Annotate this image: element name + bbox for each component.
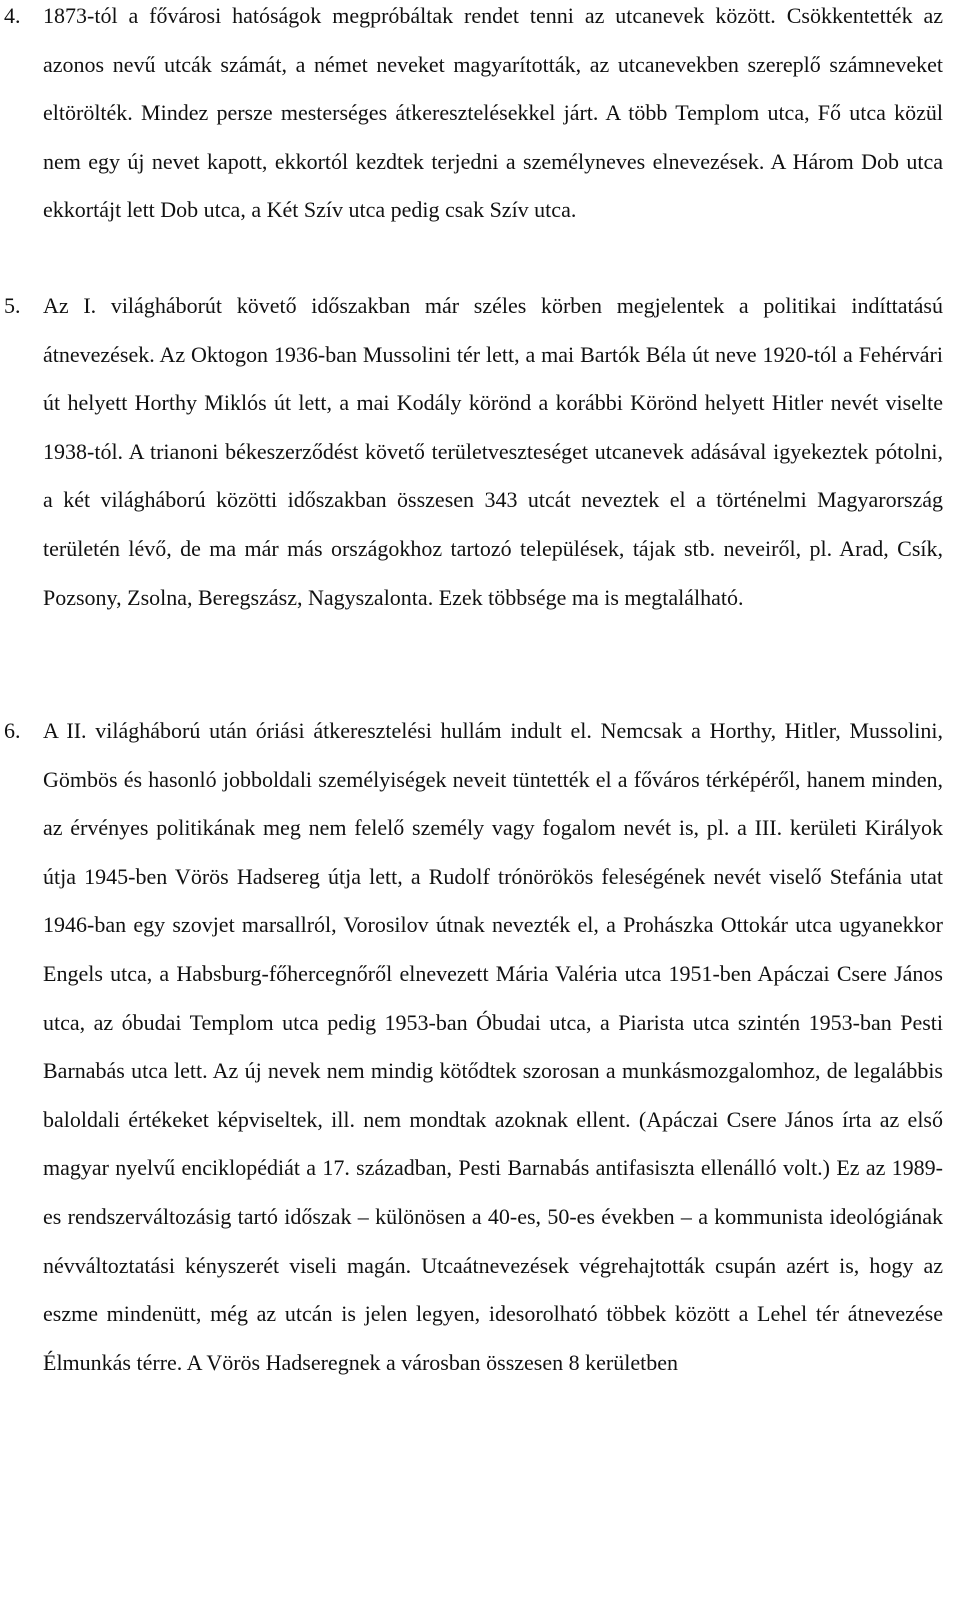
list-item-number: 5. xyxy=(4,293,21,318)
list-item-number: 6. xyxy=(4,718,21,743)
list-item-number: 4. xyxy=(4,3,21,28)
list-item-text: A II. világháború után óriási átkeresztelési hullám indult el. Nemcsak a Horthy, Hitler, Mussolini, Gömbös és hasonló jobboldali személyiségek neveit tüntették el a főváros térképéről, hanem minden, az érvényes politikának meg nem felelő személy vagy fogalom nevét is, pl. a III. kerületi Királyok útja 1945-ben Vörös Hadsereg útja lett, a Rudolf trónörökös feleségének nevét viselő Stefánia utat 1946-ban egy szovjet marsallról, Vorosilov útnak nevezték el, a Prohászka Ottokár utca ugyanekkor Engels utca, a Habsburg-főhercegnőről elnevezett Mária Valéria utca 1951-ben Apáczai Csere János utca, az óbudai Templom utca pedig 1953-ban Óbudai utca, a Piarista utca szintén 1953-ban Pesti Barnabás utca lett. Az új nevek nem mindig kötődtek szorosan a munkásmozgalomhoz, de legalábbis baloldali értékeket képviseltek, ill. nem mondtak azoknak ellent. (Apáczai Csere János írta az első magyar nyelvű enciklopédiát a 17. században, Pesti Barnabás antifasiszta ellenálló volt.) Ez az 1989-es rendszerváltozásig tartó időszak – különösen a 40-es, 50-es években – a kommunista ideológiának névváltoztatási kényszerét viseli magán. Utcaátnevezések végrehajtották csupán azért is, hogy az eszme mindenütt, még az utcán is jelen legyen, idesorolható többek között a Lehel tér átnevezése Élmunkás térre. A Vörös Hadseregnek a városban összesen 8 kerületben xyxy=(43,718,943,1375)
list-item-text: Az I. világháborút követő időszakban már széles körben megjelentek a politikai indíttatású átnevezések. Az Oktogon 1936-ban Mussolini tér lett, a mai Bartók Béla út neve 1920-tól a Fehérvári út helyett Horthy Miklós út lett, a mai Kodály körönd a korábbi Körönd helyett Hitler nevét viselte 1938-tól. A trianoni békeszerződést követő területveszteséget utcanevek adásával igyekeztek pótolni, a két világháború közötti időszakban összesen 343 utcát neveztek el a történelmi Magyarország területén lévő, de ma már más országokhoz tartozó települések, tájak stb. neveiről, pl. Arad, Csík, Pozsony, Zsolna, Beregszász, Nagyszalonta. Ezek többsége ma is megtalálható. xyxy=(43,293,943,610)
list-item-text: 1873-tól a fővárosi hatóságok megpróbáltak rendet tenni az utcanevek között. Csökkentették az azonos nevű utcák számát, a német neveket magyarították, az utcanevekben szereplő számneveket eltörölték. Mindez persze mesterséges átkeresztelésekkel járt. A több Templom utca, Fő utca közül nem egy új nevet kapott, ekkortól kezdtek terjedni a személyneves elnevezések. A Három Dob utca ekkortájt lett Dob utca, a Két Szív utca pedig csak Szív utca. xyxy=(43,3,943,223)
